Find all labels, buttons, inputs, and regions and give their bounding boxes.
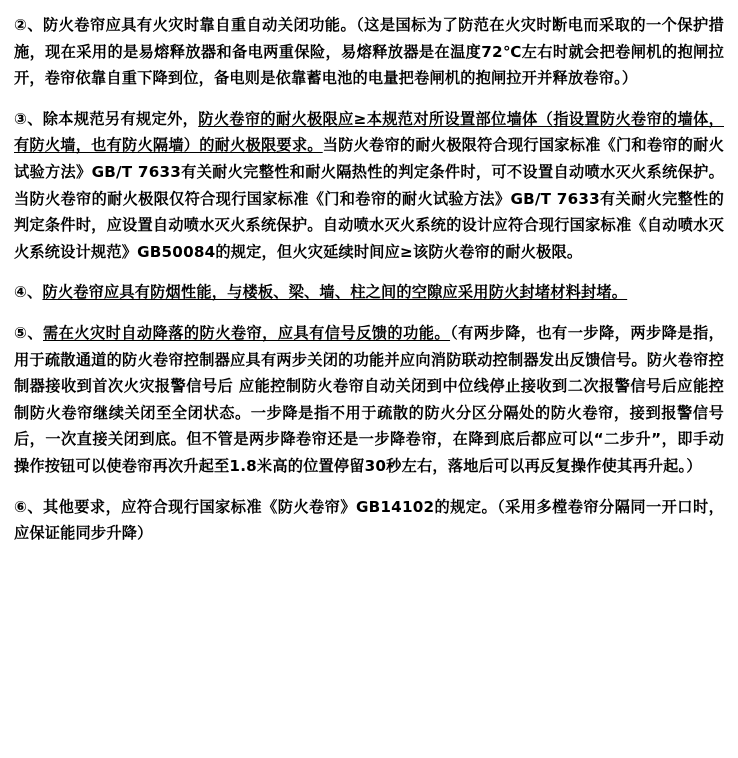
body-text: 当防火卷帘的耐火极限符合现行国家标准《门和卷帘的耐火试验方法》GB/T 7633有关耐火完整性和耐火隔热性的判定条件时，可不设置自动喷水灭火系统保护。当防火卷帘的耐火极限仅符合现行国家标准《门和卷帘的耐火试验方法》GB/T 7633有关耐火完整性的判定条件时，应设置自动喷水灭火系统保护。自动喷水灭火系统的设计应符合现行国家标准《自动喷水灭火系统设计规范》GB50084的规定，但火灾延续时间应≥该防火卷帘的耐火极限。: [14, 136, 725, 261]
paragraph-item-4: [14, 279, 724, 306]
paragraph-item-6: [14, 494, 724, 547]
underlined-text: 防火卷帘的耐火极限应≥本规范对所设置部位墙体（指设置防火卷帘的墙体，有防火墙，也有防火隔墙）的耐火极限要求。: [14, 109, 724, 155]
underlined-text: 防火卷帘应具有防烟性能，与楼板、梁、墙、柱之间的空隙应采用防火封堵材料封堵。: [42, 283, 628, 302]
body-text: （有两步降，也有一步降，两步降是指，用于疏散通道的防火卷帘控制器应具有两步关闭的功能并应向消防联动控制器发出反馈信号。防火卷帘控制器接收到首次火灾报警信号后 应能控制防火卷帘自动关闭到中位线停止接收到二次报警信号后应能控制防火卷帘继续关闭至全闭状态。一步降是指不用于疏散的防火分区分隔处的防火卷帘，接到报警信号后，一次直接关闭到底。但不管是两步降卷帘还是一步降卷帘，在降到底后都应可以“二步升”，即手动操作按钮可以使卷帘再次升起至1.8米高的位置停留30秒左右，落地后可以再反复操作使其再升起。）: [14, 323, 724, 475]
underlined-text: 需在火灾时自动降落的防火卷帘，应具有信号反馈的功能。: [42, 323, 451, 342]
paragraph-item-2: [14, 12, 724, 92]
body-text: ⑥、其他要求，应符合现行国家标准《防火卷帘》GB14102的规定。（采用多樘卷帘分隔同一开口时，应保证能同步升降）: [14, 497, 724, 543]
paragraph-item-3: [14, 106, 724, 266]
body-text: ④、: [14, 283, 43, 302]
paragraph-item-5: [14, 320, 724, 480]
body-text: ②、防火卷帘应具有火灾时靠自重自动关闭功能。（这是国标为了防范在火灾时断电而采取的一个保护措施，现在采用的是易熔释放器和备电两重保险，易熔释放器是在温度72℃左右时就会把卷闸机的抱闸拉开，卷帘依靠自重下降到位，备电则是依靠蓄电池的电量把卷闸机的抱闸拉开并释放卷帘。）: [14, 16, 724, 88]
body-text: ③、除本规范另有规定外，: [14, 109, 199, 128]
body-text: ⑤、: [14, 323, 43, 342]
